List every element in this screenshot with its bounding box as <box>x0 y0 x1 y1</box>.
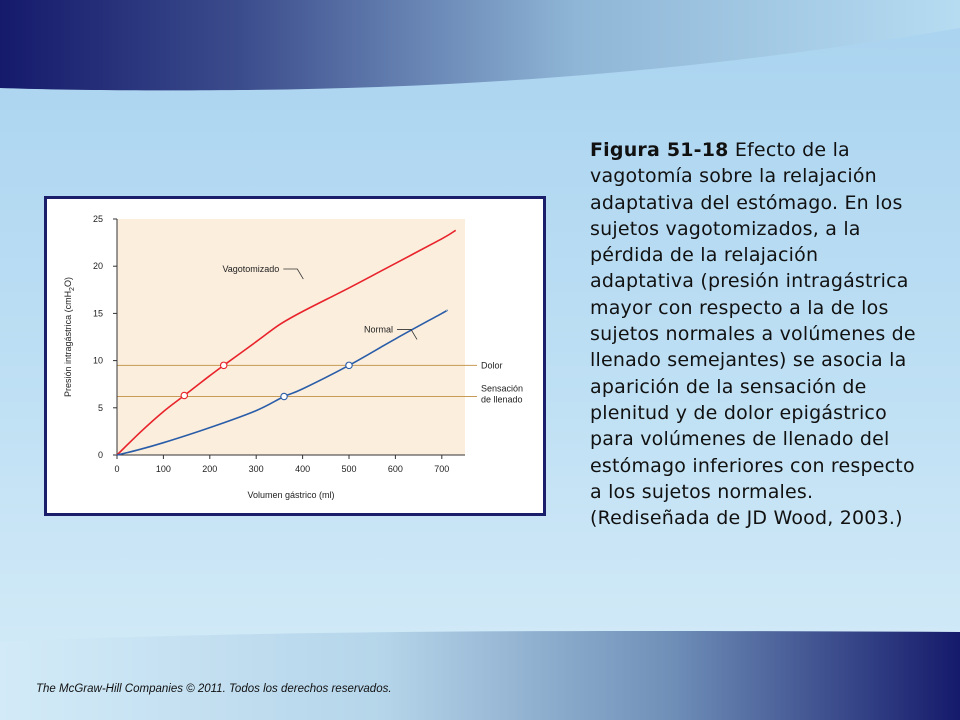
threshold-label-line: Sensación <box>481 383 524 394</box>
x-tick-label: 300 <box>248 464 264 474</box>
y-tick-label: 10 <box>92 355 103 366</box>
y-tick-label: 25 <box>92 214 103 224</box>
threshold-label: Dolor <box>481 360 503 371</box>
series-label-normal: Normal <box>363 324 393 335</box>
x-tick-label: 400 <box>295 464 311 474</box>
x-axis-label: Volumen gástrico (ml) <box>247 490 335 500</box>
y-axis-label: Presión intragástrica (cmH$_2$O) <box>63 277 76 397</box>
x-tick-label: 200 <box>202 464 218 474</box>
y-tick-label: 20 <box>92 261 103 272</box>
footer-band <box>0 630 960 720</box>
series-label-vagotomizado: Vagotomizado <box>222 264 280 275</box>
chart-frame <box>44 196 546 516</box>
threshold-label-line: de llenado <box>481 394 523 405</box>
x-tick-label: 500 <box>341 464 357 474</box>
y-tick-label: 5 <box>97 402 103 413</box>
x-tick-label: 100 <box>155 464 171 474</box>
chart <box>47 199 543 513</box>
data-point-marker <box>281 393 287 399</box>
figure-label: Figura 51-18 <box>590 139 729 161</box>
figure-caption <box>590 137 920 531</box>
y-tick-label: 15 <box>92 308 103 319</box>
x-tick-label: 600 <box>387 464 403 474</box>
figure-caption-text: Efecto de la vagotomía sobre la relajación adaptativa del estómago. En los sujetos vagotomizados, a la pérdida de la relajación adaptativa (presión intragástrica mayor con respecto a la de los sujetos normales a volúmenes de llenado semejantes) se asocia la aparición de la sensación de plenitud y de dolor epigástrico para volúmenes de llenado del estómago inferiores con respecto a los sujetos normales. (Rediseñada de JD Wood, 2003.) <box>590 139 916 530</box>
data-point-marker <box>181 392 187 398</box>
header-band <box>0 0 960 92</box>
x-tick-label: 0 <box>114 464 120 474</box>
y-tick-label: 0 <box>97 450 103 460</box>
copyright-footer: The McGraw-Hill Companies © 2011. Todos los derechos reservados. <box>36 683 392 695</box>
data-point-marker <box>346 362 352 368</box>
data-point-marker <box>221 362 227 368</box>
x-tick-label: 700 <box>434 464 450 474</box>
